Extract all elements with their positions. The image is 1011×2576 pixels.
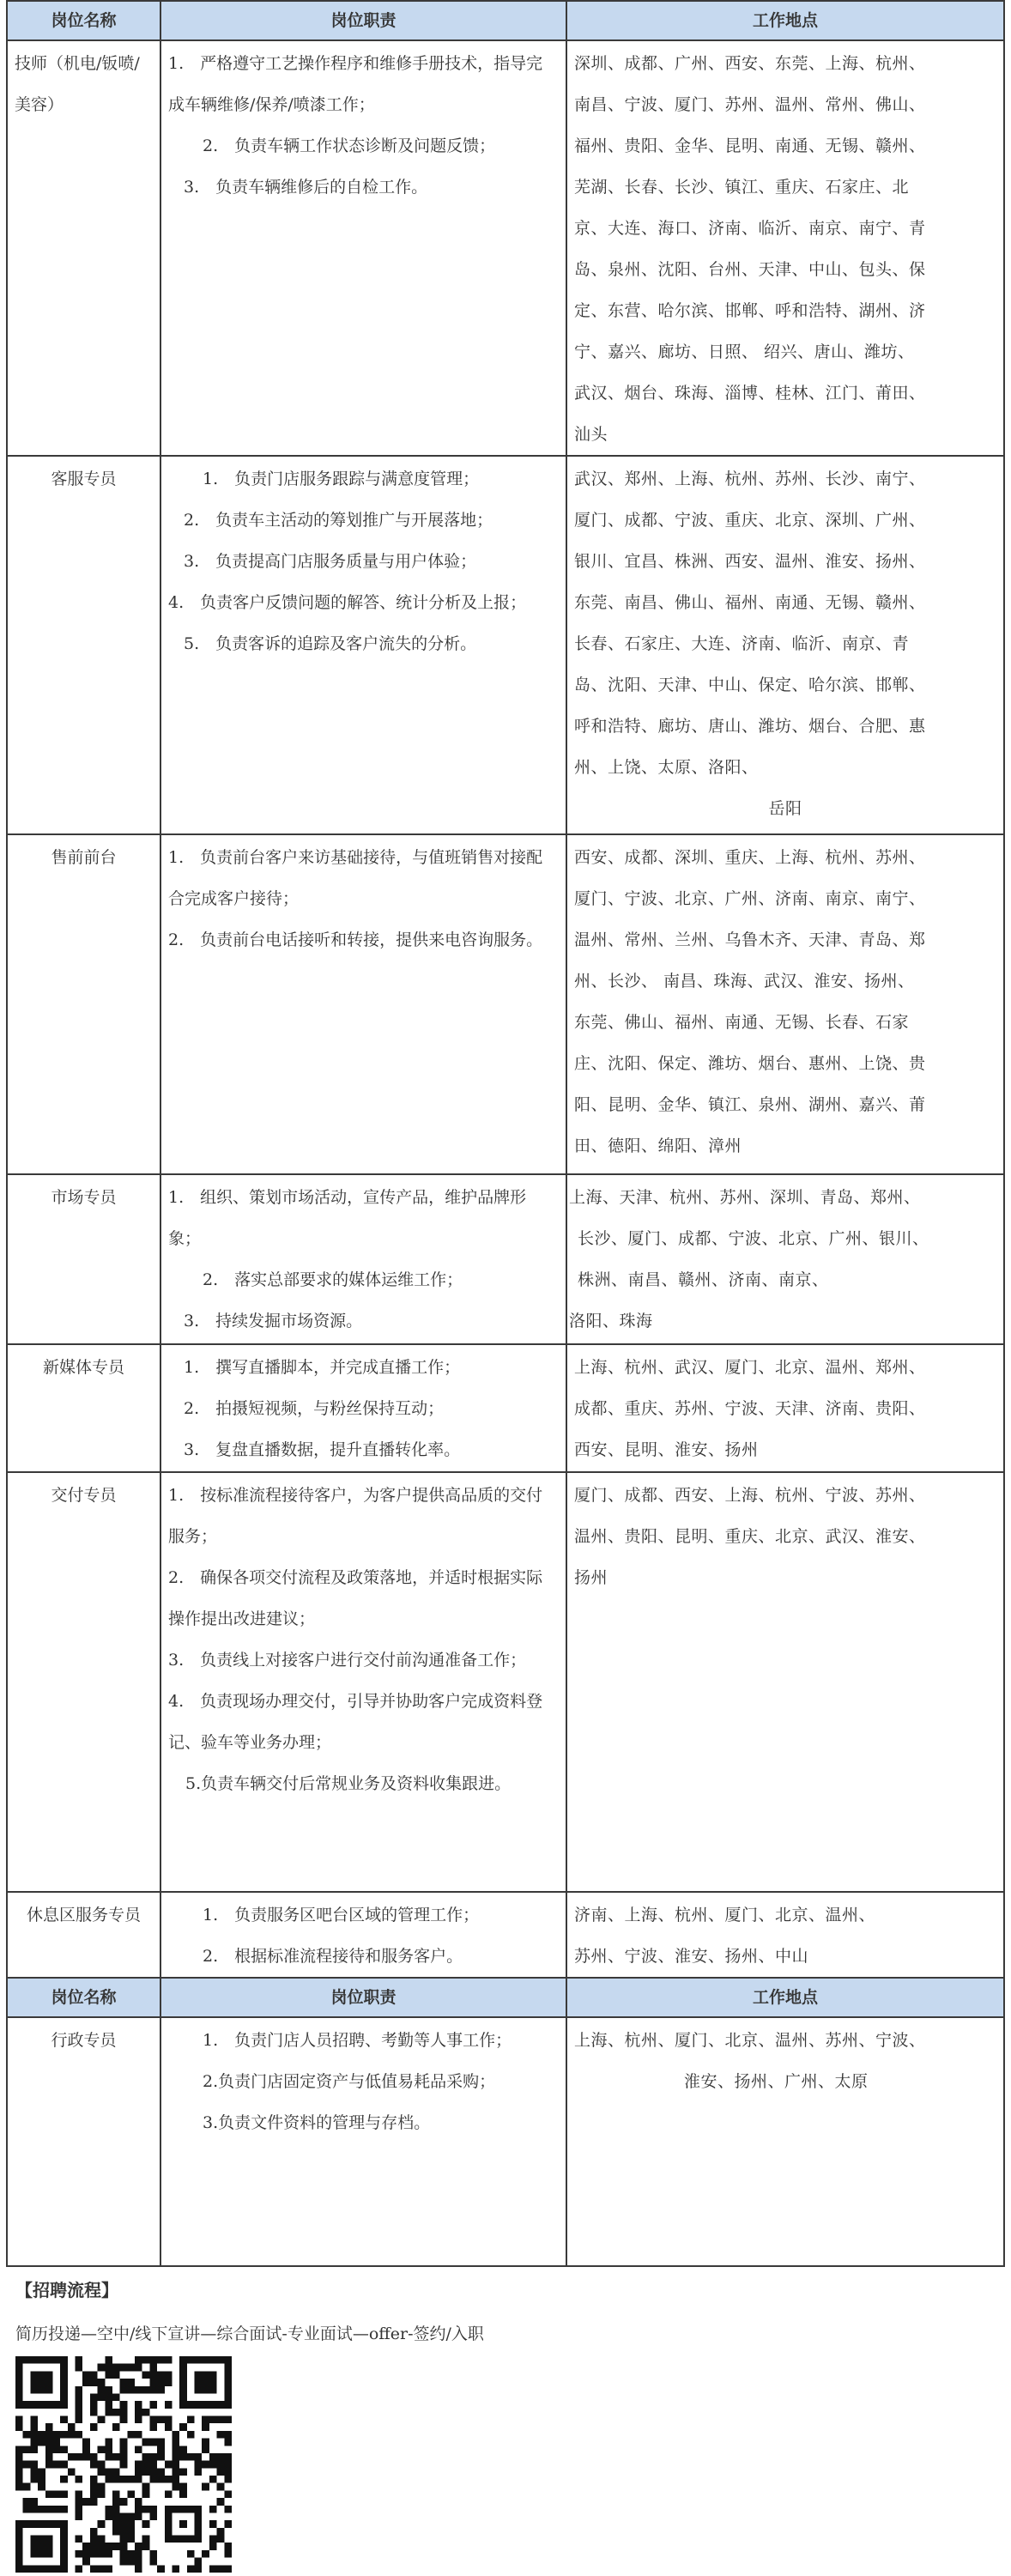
header-duties: 岗位职责 bbox=[160, 1978, 566, 2017]
recruitment-process-text: 简历投递—空中/线下宣讲—综合面试-专业面试—offer-签约/入职 bbox=[15, 2324, 484, 2343]
job-title: 交付专员 bbox=[7, 1472, 160, 1892]
header-title: 岗位名称 bbox=[7, 1, 160, 40]
job-locations: 厦门、成都、西安、上海、杭州、宁波、苏州、 温州、贵阳、昆明、重庆、北京、武汉、淮安、 扬州 bbox=[566, 1472, 1004, 1892]
job-locations: 上海、杭州、厦门、北京、温州、苏州、宁波、 淮安、扬州、广州、太原 bbox=[566, 2017, 1004, 2266]
job-title: 市场专员 bbox=[7, 1174, 160, 1344]
job-title: 新媒体专员 bbox=[7, 1344, 160, 1472]
qr-code-icon bbox=[15, 2356, 232, 2573]
recruitment-process-title: 【招聘流程】 bbox=[15, 2280, 118, 2300]
job-title: 行政专员 bbox=[7, 2017, 160, 2266]
job-duties: 1. 按标准流程接待客户，为客户提供高品质的交付服务； 2. 确保各项交付流程及政策落地，并适时根据实际操作提出改进建议； 3. 负责线上对接客户进行交付前沟通准备工作； 4. 负责现场办理交付，引导并协助客户完成资料登记、验车等业务办理； 5.负责车辆交付后常规业务及资料收集跟进。 bbox=[160, 1472, 566, 1892]
job-title: 客服专员 bbox=[7, 456, 160, 834]
table-header-row bbox=[7, 1, 1004, 40]
table-row bbox=[7, 1472, 1004, 1892]
job-locations: 济南、上海、杭州、厦门、北京、温州、 苏州、宁波、淮安、扬州、中山 bbox=[566, 1892, 1004, 1978]
job-locations: 西安、成都、深圳、重庆、上海、杭州、苏州、 厦门、宁波、北京、广州、济南、南京、南宁、 温州、常州、兰州、乌鲁木齐、天津、青岛、郑 州、长沙、 南昌、珠海、武汉、淮安、扬州、 东莞、佛山、福州、南通、无锡、长春、石家 庄、沈阳、保定、潍坊、烟台、惠州、上饶、贵 阳、昆明、金华、镇江、泉州、湖州、嘉兴、莆 田、德阳、绵阳、漳州 bbox=[566, 834, 1004, 1174]
table-row bbox=[7, 1344, 1004, 1472]
table-row bbox=[7, 2017, 1004, 2266]
job-duties: 1. 负责门店人员招聘、考勤等人事工作； 2.负责门店固定资产与低值易耗品采购； 3.负责文件资料的管理与存档。 bbox=[160, 2017, 566, 2266]
table-row bbox=[7, 1174, 1004, 1344]
job-title: 售前前台 bbox=[7, 834, 160, 1174]
job-duties: 1. 撰写直播脚本，并完成直播工作； 2. 拍摄短视频，与粉丝保持互动； 3. 复盘直播数据，提升直播转化率。 bbox=[160, 1344, 566, 1472]
job-title: 技师（机电/钣喷/美容） bbox=[7, 40, 160, 456]
job-duties: 1. 负责门店服务跟踪与满意度管理； 2. 负责车主活动的筹划推广与开展落地； 3. 负责提高门店服务质量与用户体验； 4. 负责客户反馈问题的解答、统计分析及上报； 5. 负责客诉的追踪及客户流失的分析。 bbox=[160, 456, 566, 834]
job-locations: 武汉、郑州、上海、杭州、苏州、长沙、南宁、 厦门、成都、宁波、重庆、北京、深圳、广州、 银川、宜昌、株洲、西安、温州、淮安、扬州、 东莞、南昌、佛山、福州、南通、无锡、赣州、 长春、石家庄、大连、济南、临沂、南京、青 岛、沈阳、天津、中山、保定、哈尔滨、邯郸、 呼和浩特、廊坊、唐山、潍坊、烟台、合肥、惠 州、上饶、太原、洛阳、 岳阳 bbox=[566, 456, 1004, 834]
job-title: 休息区服务专员 bbox=[7, 1892, 160, 1978]
table-row bbox=[7, 40, 1004, 456]
job-duties: 1. 严格遵守工艺操作程序和维修手册技术，指导完成车辆维修/保养/喷漆工作； 2. 负责车辆工作状态诊断及问题反馈； 3. 负责车辆维修后的自检工作。 bbox=[160, 40, 566, 456]
table-row bbox=[7, 456, 1004, 834]
table-header-row bbox=[7, 1978, 1004, 2017]
job-table-1 bbox=[6, 0, 1005, 1979]
job-duties: 1. 负责服务区吧台区域的管理工作； 2. 根据标准流程接待和服务客户。 bbox=[160, 1892, 566, 1978]
job-locations: 上海、天津、杭州、苏州、深圳、青岛、郑州、 长沙、厦门、成都、宁波、北京、广州、银川、 株洲、南昌、赣州、济南、南京、 洛阳、珠海 bbox=[566, 1174, 1004, 1344]
header-locations: 工作地点 bbox=[566, 1, 1004, 40]
job-locations: 深圳、成都、广州、西安、东莞、上海、杭州、 南昌、宁波、厦门、苏州、温州、常州、佛山、 福州、贵阳、金华、昆明、南通、无锡、赣州、 芜湖、长春、长沙、镇江、重庆、石家庄、北 京、大连、海口、济南、临沂、南京、南宁、青 岛、泉州、沈阳、台州、天津、中山、包头、保 定、东营、哈尔滨、邯郸、呼和浩特、湖州、济 宁、嘉兴、廊坊、日照、 绍兴、唐山、潍坊、 武汉、烟台、珠海、淄博、桂林、江门、莆田、 汕头 bbox=[566, 40, 1004, 456]
header-duties: 岗位职责 bbox=[160, 1, 566, 40]
job-locations: 上海、杭州、武汉、厦门、北京、温州、郑州、 成都、重庆、苏州、宁波、天津、济南、贵阳、 西安、昆明、淮安、扬州 bbox=[566, 1344, 1004, 1472]
table-row bbox=[7, 1892, 1004, 1978]
header-title: 岗位名称 bbox=[7, 1978, 160, 2017]
job-duties: 1. 组织、策划市场活动，宣传产品，维护品牌形象； 2. 落实总部要求的媒体运维工作； 3. 持续发掘市场资源。 bbox=[160, 1174, 566, 1344]
job-duties: 1. 负责前台客户来访基础接待，与值班销售对接配合完成客户接待； 2. 负责前台电话接听和转接，提供来电咨询服务。 bbox=[160, 834, 566, 1174]
table-row bbox=[7, 834, 1004, 1174]
job-table-2 bbox=[6, 1977, 1005, 2267]
header-locations: 工作地点 bbox=[566, 1978, 1004, 2017]
